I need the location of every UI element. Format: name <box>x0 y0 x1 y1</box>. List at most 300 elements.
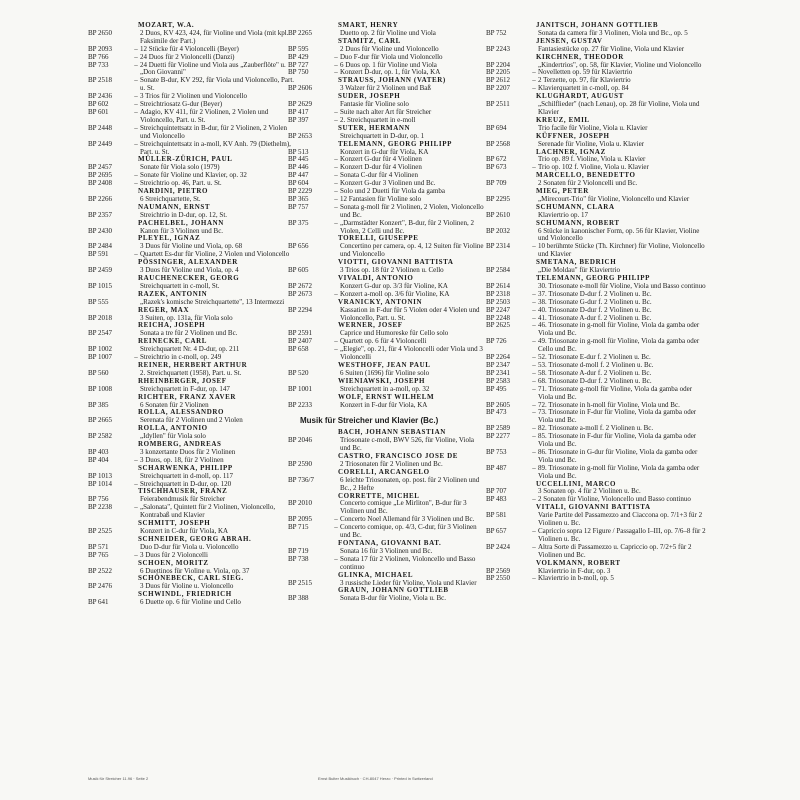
work-title: 68. Triosonate D-dur f. 2 Violinen u. Bc. <box>538 376 652 385</box>
catalog-number: BP 2204 <box>486 60 511 69</box>
work-title: Novelletten op. 59 für Klaviertrio <box>538 68 633 77</box>
entry-dash: – <box>532 408 536 417</box>
catalog-number: BP 375 <box>288 218 309 227</box>
composer-heading: VITALI, GIOVANNI BATTISTA <box>536 503 651 512</box>
work-title: Duo F-dur für Viola und Violoncello <box>340 52 443 61</box>
catalog-entry <box>288 220 486 236</box>
composer-heading: GLINKA, MICHAEL <box>338 570 414 579</box>
entry-dash: – <box>532 297 536 306</box>
catalog-number: BP 752 <box>486 28 507 37</box>
catalog-entry <box>486 228 706 244</box>
work-title: 2 Duos für Violine und Violoncello <box>340 44 439 53</box>
composer-heading: WERNER, JOSEF <box>338 321 403 330</box>
entry-dash: – <box>532 527 536 535</box>
work-title: 3 russische Lieder für Violine, Viola und Klavier <box>340 578 477 587</box>
catalog-number: BP 2457 <box>88 163 113 172</box>
catalog-entry <box>288 524 486 540</box>
catalog-number: BP 1013 <box>88 471 113 480</box>
catalog-number: BP 765 <box>88 550 109 559</box>
work-title: 2 Triosonaten für 2 Violinen und Bc. <box>340 459 443 468</box>
entry-dash: – <box>334 337 338 346</box>
entry-dash: – <box>532 463 536 472</box>
entry-dash: – <box>134 107 138 116</box>
work-title: 53. Triosonate d-moll f. 2 Violinen u. Bc. <box>538 360 654 369</box>
entry-dash: – <box>334 68 338 77</box>
work-title: Trio op. 89 f. Violine, Viola u. Klavier <box>538 155 646 164</box>
work-title: 3 Sonaten op. 4 für 2 Violinen u. Bc. <box>538 487 641 496</box>
work-title: Sonata C-dur für 4 Violinen <box>340 171 418 180</box>
catalog-number: BP 2665 <box>88 416 113 425</box>
catalog-number: BP 2591 <box>288 329 313 338</box>
footer-left-note: Musik für Streicher 11.96 · Seite 2 <box>88 776 149 781</box>
catalog-number: BP 601 <box>88 107 109 116</box>
entry-dash <box>132 599 140 607</box>
work-title: Concerto comique „Le Mirliton", B-dur für 3 Violinen und Bc. <box>340 499 467 516</box>
catalog-number: BP 2614 <box>486 281 511 290</box>
catalog-number: BP 2357 <box>88 210 113 219</box>
catalog-number: BP 2518 <box>88 76 113 85</box>
entry-dash: – <box>334 289 338 298</box>
catalog-number: BP 766 <box>88 52 109 61</box>
composer-heading: NAUMANN, ERNST <box>138 202 211 211</box>
catalog-number: BP 429 <box>288 52 309 61</box>
composer-heading: KLUGHARDT, AUGUST <box>536 92 624 101</box>
catalog-number: BP 2695 <box>88 171 113 180</box>
composer-heading: SMETANA, BEDRICH <box>536 258 617 267</box>
catalog-number: BP 365 <box>288 194 309 203</box>
work-title: Quartett op. 6 für 4 Violoncelli <box>340 337 427 346</box>
catalog-entry <box>88 504 298 520</box>
entry-dash: – <box>532 337 536 346</box>
entry-dash <box>132 30 140 46</box>
composer-heading: RAZEK, ANTONIN <box>138 289 208 298</box>
work-title: Concerto comique, op. 4/3, C-dur, für 3 Violinen und Bc. <box>340 523 477 540</box>
entry-dash: – <box>334 523 338 532</box>
catalog-number: BP 2093 <box>88 44 113 53</box>
work-title: Concerto Noel Allemand für 3 Violinen und Bc. <box>340 515 475 524</box>
composer-heading: WIENIAWSKI, JOSEPH <box>338 376 426 385</box>
composer-heading: SCHUMANN, ROBERT <box>536 218 620 227</box>
work-title: 3 Walzer für 2 Violinen und Baß <box>340 84 431 93</box>
entry-dash: – <box>532 84 536 93</box>
work-title: 10 berühmte Stücke (Th. Kirchner) für Violine, Violoncello und Klavier <box>538 242 705 259</box>
entry-dash: – <box>532 321 536 330</box>
work-title: Caprice und Humoreske für Cello solo <box>340 329 449 338</box>
catalog-number: BP 388 <box>288 594 309 603</box>
work-title: 6 Suiten (1696) für Violine solo <box>340 368 430 377</box>
composer-heading: SUDER, JOSEPH <box>338 92 401 101</box>
work-title: 2. Streichquartett in e-moll <box>340 115 416 124</box>
catalog-entry <box>486 465 706 481</box>
composer-heading: BACH, JOHANN SEBASTIAN <box>338 428 446 437</box>
work-title: 12 Fantasien für Violine solo <box>340 194 422 203</box>
catalog-number: BP 1007 <box>88 353 113 362</box>
catalog-number: BP 2430 <box>88 226 113 235</box>
catalog-number: BP 446 <box>288 163 309 172</box>
work-title: Streichtrio op. 46, Part. u. St. <box>140 179 222 188</box>
work-title: Kanon für 3 Violinen und Bc. <box>140 226 224 235</box>
work-title: Fantasie für Violine solo <box>340 100 409 109</box>
composer-heading: RAUCHENECKER, GEORG <box>138 274 240 282</box>
work-title: 2. Streichquartett (1958), Part. u. St. <box>140 368 242 377</box>
catalog-entry <box>288 595 486 603</box>
work-title: „Schilflieder" (nach Lenau), op. 28 für Violine, Viola und Klavier <box>538 100 700 116</box>
work-title: Konzert in F-dur für Viola, KA <box>340 400 428 409</box>
composer-heading: SCHÖNEBECK, CARL SIEG. <box>138 574 244 583</box>
composer-heading: MÜLLER-ZÜRICH, PAUL <box>138 155 233 164</box>
entry-dash: – <box>532 495 536 504</box>
catalog-number: BP 2606 <box>288 84 313 93</box>
work-title: Serenade für Violine, Viola u. Klavier <box>538 139 645 148</box>
entry-dash: – <box>334 218 338 227</box>
composer-heading: VIOTTI, GIOVANNI BATTISTA <box>338 258 454 267</box>
work-title: Capriccio sopra 12 Figure / Passagallo I–III, op. 7/6–8 für 2 Violinen u. Bc. <box>538 527 706 543</box>
catalog-number: BP 2568 <box>486 139 511 148</box>
catalog-entry <box>486 449 706 465</box>
work-title: Triosonate c-moll, BWV 526, für Violine, Viola und Bc. <box>340 436 475 453</box>
entry-dash: – <box>532 242 536 251</box>
work-title: Konzert G-dur 3 Violinen und Bc. <box>340 179 436 188</box>
entry-dash: – <box>334 163 338 172</box>
composer-heading: REINECKE, CARL <box>138 337 208 346</box>
catalog-number: BP 2511 <box>486 100 510 109</box>
work-title: Streichquartett in a-moll, op. 32 <box>340 384 430 393</box>
catalog-number: BP 2605 <box>486 400 511 409</box>
catalog-number: BP 487 <box>486 463 507 472</box>
work-title: 46. Triosonate in g-moll für Violine, Viola da gamba oder Viola und Bc. <box>538 321 700 338</box>
catalog-number: BP 2476 <box>88 582 113 591</box>
catalog-number: BP 656 <box>288 242 309 251</box>
catalog-number: BP 2205 <box>486 68 511 77</box>
catalog-number: BP 447 <box>288 171 309 180</box>
catalog-number: BP 726 <box>486 337 507 346</box>
work-title: Sonata B-dur für Violine, Viola u. Bc. <box>340 594 447 603</box>
catalog-number: BP 2515 <box>288 578 313 587</box>
catalog-number: BP 2407 <box>288 337 313 346</box>
catalog-number: BP 707 <box>486 487 507 496</box>
work-title: 89. Triosonate in g-moll für Violine, Viola da gamba oder Viola und Bc. <box>538 463 700 480</box>
composer-heading: SCHARWENKA, PHILIPP <box>138 463 233 472</box>
work-title: Concertino per camera, op. 4, 12 Suiten für Violine und Violoncello <box>340 242 484 259</box>
entry-dash <box>530 228 538 244</box>
entry-dash: – <box>134 100 138 109</box>
entry-dash: – <box>532 384 536 393</box>
work-title: Streichquintettsatz in a-moll, KV Anh. 79 (Diethelm), Part. u. St. <box>140 139 291 156</box>
work-title: Varie Partite del Passamezzo and Ciaccona op. 7/1+3 für 2 Violinen u. Bc. <box>538 511 703 528</box>
composer-heading: CORRETTE, MICHEL <box>338 491 420 500</box>
work-title: „Idyllen" für Viola solo <box>140 432 206 441</box>
work-title: Klavierquartett in c-moll, op. 84 <box>538 84 629 93</box>
catalog-number: BP 555 <box>88 297 109 306</box>
composer-heading: ROLLA, ALESSANDRO <box>138 408 225 417</box>
work-title: 71. Triosonate g-moll für Violine, Viola da gamba oder Viola und Bc. <box>538 384 693 401</box>
composer-heading: SMART, HENRY <box>338 21 399 29</box>
entry-dash <box>332 307 340 323</box>
work-title: 2 Terzette, op. 97, für Klaviertrio <box>538 76 631 85</box>
entry-dash: – <box>334 60 338 69</box>
catalog-number: BP 2229 <box>288 187 313 196</box>
work-title: 85. Triosonate in F-dur für Violine, Viola da gamba oder Viola und Bc. <box>538 432 697 449</box>
catalog-number: BP 2248 <box>486 313 511 322</box>
entry-dash: – <box>334 115 338 124</box>
work-title: 3 Trios für 2 Violinen und Violoncello <box>140 92 248 101</box>
catalog-entry <box>288 307 486 323</box>
work-title: Sonate für Viola solo (1979) <box>140 163 220 172</box>
catalog-entry <box>486 575 706 583</box>
catalog-number: BP 2318 <box>486 289 511 298</box>
work-title: Streichquartett in D-dur, op. 120 <box>140 479 232 488</box>
catalog-number: BP 483 <box>486 495 507 504</box>
work-title: Solo und 2 Duetti für Viola da gamba <box>340 187 446 196</box>
work-title: 41. Triosonate A-dur f. 2 Violinen u. Bc. <box>538 313 652 322</box>
catalog-number: BP 602 <box>88 100 109 109</box>
catalog-number: BP 2673 <box>288 289 313 298</box>
work-title: „Salonata", Quintett für 2 Violinen, Violoncello, Kontrabaß und Klavier <box>140 503 276 520</box>
catalog-number: BP 571 <box>88 542 109 551</box>
catalog-number: BP 2610 <box>486 210 511 219</box>
entry-dash <box>332 477 340 493</box>
entry-dash: – <box>334 155 338 164</box>
entry-dash: – <box>134 171 138 180</box>
catalog-entry <box>486 528 706 544</box>
work-title: Trio facile für Violine, Viola u. Klavier <box>538 123 648 132</box>
composer-heading: PÖSSINGER, ALEXANDER <box>138 258 238 267</box>
composer-heading: STRAUSS, JOHANN (VATER) <box>338 76 446 85</box>
work-title: Sonate B-dur, KV 292, für Viola und Violoncello, Part. u. St. <box>140 76 295 93</box>
catalog-number: BP 757 <box>288 202 309 211</box>
catalog-entry <box>88 109 298 125</box>
catalog-number: BP 1008 <box>88 384 113 393</box>
entry-dash: – <box>134 139 138 148</box>
catalog-number: BP 2295 <box>486 194 511 203</box>
catalog-number: BP 2207 <box>486 84 511 93</box>
catalog-entry <box>486 180 706 188</box>
catalog-number: BP 2650 <box>88 28 113 37</box>
catalog-column-1 <box>88 22 298 607</box>
catalog-number: BP 2459 <box>88 266 113 275</box>
catalog-number: BP 727 <box>288 60 309 69</box>
composer-heading: NARDINI, PIETRO <box>138 187 209 196</box>
work-title: 52. Triosonate E-dur f. 2 Violinen u. Bc. <box>538 353 651 362</box>
work-title: Klaviertrio op. 17 <box>538 210 588 219</box>
catalog-entry <box>486 243 706 259</box>
composer-heading: ROLLA, ANTONIO <box>138 424 208 433</box>
work-title: Trio op. 102 f. Violine, Viola u. Klavier <box>538 163 649 172</box>
catalog-entry <box>486 433 706 449</box>
entry-dash <box>530 512 538 528</box>
work-title: Duetto op. 2 für Violine und Viola <box>340 28 436 37</box>
entry-dash: – <box>532 360 536 369</box>
entry-dash <box>530 101 538 117</box>
catalog-number: BP 2264 <box>486 353 511 362</box>
work-title: „Mirecourt-Trio" für Violine, Violoncello und Klavier <box>538 194 690 203</box>
work-title: Quartett Es-dur für Violine, 2 Violen und Violoncello <box>140 250 290 259</box>
work-title: Fantasiestücke op. 27 für Violine, Viola und Klavier <box>538 44 685 53</box>
composer-heading: KREUZ, EMIL <box>536 115 590 124</box>
work-title: Klaviertrio in b-moll, op. 5 <box>538 574 614 583</box>
composer-heading: CORELLI, ARCANGELO <box>338 467 430 476</box>
catalog-number: BP 694 <box>486 123 507 132</box>
catalog-number: BP 2582 <box>88 432 113 441</box>
catalog-number: BP 2672 <box>288 281 313 290</box>
catalog-number: BP 2589 <box>486 424 511 433</box>
work-title: 24 Duetti für Violine und Viola aus „Zauberflöte" u. „Don Giovanni" <box>140 60 286 77</box>
composer-heading: FONTANA, GIOVANNI BAT. <box>338 539 442 547</box>
catalog-entry <box>288 477 486 493</box>
work-title: „Darmstädter Konzert", B-dur, für 2 Violinen, 2 Violen, 2 Celli und Bc. <box>340 218 475 235</box>
composer-heading: SCHMITT, JOSEPH <box>138 519 211 528</box>
catalog-entry <box>88 299 298 307</box>
work-title: 37. Triosonate D-dur f. 2 Violinen u. Bc. <box>538 289 652 298</box>
composer-heading: UCCELLINI, MARCO <box>536 479 616 488</box>
catalog-number: BP 1001 <box>288 384 313 393</box>
composer-heading: TELEMANN, GEORG PHILIPP <box>536 274 650 282</box>
work-title: 6 Duos op. 1 für Violine und Viola <box>340 60 437 69</box>
catalog-number: BP 2277 <box>486 432 511 441</box>
catalog-number: BP 2584 <box>486 266 511 275</box>
entry-dash: – <box>532 432 536 441</box>
work-title: Konzert a-moll op. 3/6 für Violine, KA <box>340 289 450 298</box>
catalog-number: BP 733 <box>88 60 109 69</box>
catalog-entry <box>288 243 486 259</box>
work-title: Altra Sorte di Passamezzo u. Capriccio op. 7/2+5 für 2 Violinen und Bc. <box>538 542 692 559</box>
catalog-number: BP 595 <box>288 44 309 53</box>
work-title: 6 leichte Triosonaten, op. post. für 2 Violinen und Bc., 2 Hefte <box>340 475 480 492</box>
entry-dash: – <box>532 313 536 322</box>
entry-dash: – <box>134 44 138 53</box>
work-title: Konzert G-dur op. 3/3 für Violine, KA <box>340 281 448 290</box>
catalog-number: BP 1015 <box>88 281 113 290</box>
composer-heading: TORELLI, GIUSEPPE <box>338 234 419 243</box>
catalog-number: BP 1014 <box>88 479 113 488</box>
catalog-number: BP 756 <box>88 495 109 504</box>
composer-heading: JANITSCH, JOHANN GOTTLIEB <box>536 21 659 29</box>
catalog-number: BP 750 <box>288 68 309 77</box>
work-title: „Razek's komische Streichquartette", 13 Intermezzi <box>140 297 285 306</box>
work-title: 40. Triosonate D-dur f. 2 Violinen u. Bc. <box>538 305 652 314</box>
catalog-column-2 <box>288 22 486 603</box>
composer-heading: LACHNER, IGNAZ <box>536 147 606 156</box>
composer-heading: SCHWINDL, FRIEDRICH <box>138 590 232 599</box>
catalog-number: BP 417 <box>288 107 309 116</box>
catalog-number: BP 404 <box>88 455 109 464</box>
catalog-number: BP 2046 <box>288 436 313 445</box>
work-title: Suite nach alter Art für Streicher <box>340 107 432 116</box>
entry-dash: – <box>334 179 338 188</box>
work-title: 86. Triosonate in G-dur für Violine, Viola da gamba oder Viola und Bc. <box>538 447 698 464</box>
entry-dash: – <box>134 550 138 559</box>
work-title: „Elegie", op. 21, für 4 Violoncelli oder Viola und 3 Violoncelli <box>340 345 483 362</box>
work-title: 3 Duos für Violine und Viola, op. 4 <box>140 266 239 275</box>
catalog-number: BP 1002 <box>88 345 113 354</box>
work-title: 12 Stücke für 4 Violoncelli (Beyer) <box>140 44 239 53</box>
catalog-number: BP 2265 <box>288 28 313 37</box>
work-title: 73. Triosonate in F-dur für Violine, Viola da gamba oder Viola und Bc. <box>538 408 697 425</box>
entry-dash: – <box>532 163 536 172</box>
catalog-number: BP 581 <box>486 511 507 520</box>
composer-heading: PLEYEL, IGNAZ <box>138 234 201 243</box>
catalog-number: BP 2612 <box>486 76 511 85</box>
entry-dash: – <box>532 542 536 551</box>
catalog-number: BP 2018 <box>88 313 113 322</box>
work-title: Streichquartett Nr. 4 D-dur, op. 211 <box>140 345 240 354</box>
work-title: 49. Triosonate in g-moll für Violine, Viola da gamba oder Cello und Bc. <box>538 337 700 354</box>
entry-dash: – <box>334 515 338 524</box>
entry-dash: – <box>134 52 138 61</box>
composer-heading: ROMBERG, ANDREAS <box>138 440 222 449</box>
entry-dash: – <box>532 574 536 583</box>
catalog-number: BP 2550 <box>486 574 511 583</box>
composer-heading: PACHELBEL, JOHANN <box>138 218 224 227</box>
catalog-entry <box>486 322 706 338</box>
catalog-number: BP 641 <box>88 598 109 607</box>
catalog-number: BP 2448 <box>88 123 113 132</box>
work-title: Sonata da camera für 3 Violinen, Viola und Bc., op. 5 <box>538 28 688 37</box>
work-title: 3 Suiten, op. 131a, für Viola solo <box>140 313 233 322</box>
work-title: „Die Moldau" für Klaviertrio <box>538 266 620 275</box>
entry-dash: – <box>134 123 138 132</box>
entry-dash: – <box>334 345 338 354</box>
work-title: Konzert D-dur, op. 1, für Viola, KA <box>340 68 441 77</box>
catalog-number: BP 672 <box>486 155 507 164</box>
entry-dash: – <box>532 353 536 362</box>
composer-heading: SCHNEIDER, GEORG ABRAH. <box>138 534 252 543</box>
catalog-number: BP 2449 <box>88 139 113 148</box>
catalog-entry <box>88 599 298 607</box>
entry-dash: – <box>334 107 338 116</box>
catalog-number: BP 2032 <box>486 226 511 235</box>
catalog-number: BP 560 <box>88 368 109 377</box>
catalog-entry <box>288 204 486 220</box>
entry-dash: – <box>334 52 338 61</box>
entry-dash <box>332 402 340 410</box>
catalog-number: BP 2294 <box>288 305 313 314</box>
work-title: Streichquartett in d-moll, op. 117 <box>140 471 234 480</box>
work-title: Streichquintettsatz in B-dur, für 2 Violinen, 2 Violen und Violoncello <box>140 123 287 140</box>
work-title: Konzert G-dur für 4 Violinen <box>340 155 422 164</box>
catalog-entry <box>88 125 298 141</box>
section-heading: Musik für Streicher und Klavier (Bc.) <box>300 416 439 426</box>
catalog-number: BP 520 <box>288 368 309 377</box>
entry-dash: – <box>134 503 138 512</box>
catalog-number: BP 2095 <box>288 515 313 524</box>
composer-heading: REICHA, JOSEPH <box>138 321 206 330</box>
work-title: 2 Sonaten für Violine, Violoncello und Basso continuo <box>538 495 691 504</box>
work-title: Konzert D-dur für 4 Violinen <box>340 163 422 172</box>
catalog-number: BP 2243 <box>486 44 511 53</box>
entry-dash: – <box>134 250 138 259</box>
composer-heading: GRAUN, JOHANN GOTTLIEB <box>338 586 449 595</box>
entry-dash: – <box>134 179 138 188</box>
composer-heading: SCHOEN, MORITZ <box>138 558 209 567</box>
composer-heading: MARCELLO, BENEDETTO <box>536 171 636 180</box>
catalog-entry <box>88 141 298 157</box>
catalog-number: BP 2625 <box>486 321 511 330</box>
work-title: Streichtriosatz G-dur (Beyer) <box>140 100 223 109</box>
composer-heading: RICHTER, FRANZ XAVER <box>138 392 237 401</box>
work-title: 3 Duos für Violine u. Violoncello <box>140 582 234 591</box>
entry-dash: – <box>134 353 138 362</box>
entry-dash <box>332 437 340 453</box>
work-title: „Kindertrios", op. 58, für Klavier, Violine und Violoncello <box>538 60 702 69</box>
composer-heading: VOLKMANN, ROBERT <box>536 558 621 567</box>
catalog-entry <box>288 556 486 572</box>
catalog-number: BP 2590 <box>288 459 313 468</box>
composer-heading: CASTRO, FRANCISCO JOSE DE <box>338 452 459 461</box>
catalog-entry <box>88 62 298 78</box>
catalog-number: BP 658 <box>288 345 309 354</box>
composer-heading: SCHUMANN, CLARA <box>536 202 615 211</box>
